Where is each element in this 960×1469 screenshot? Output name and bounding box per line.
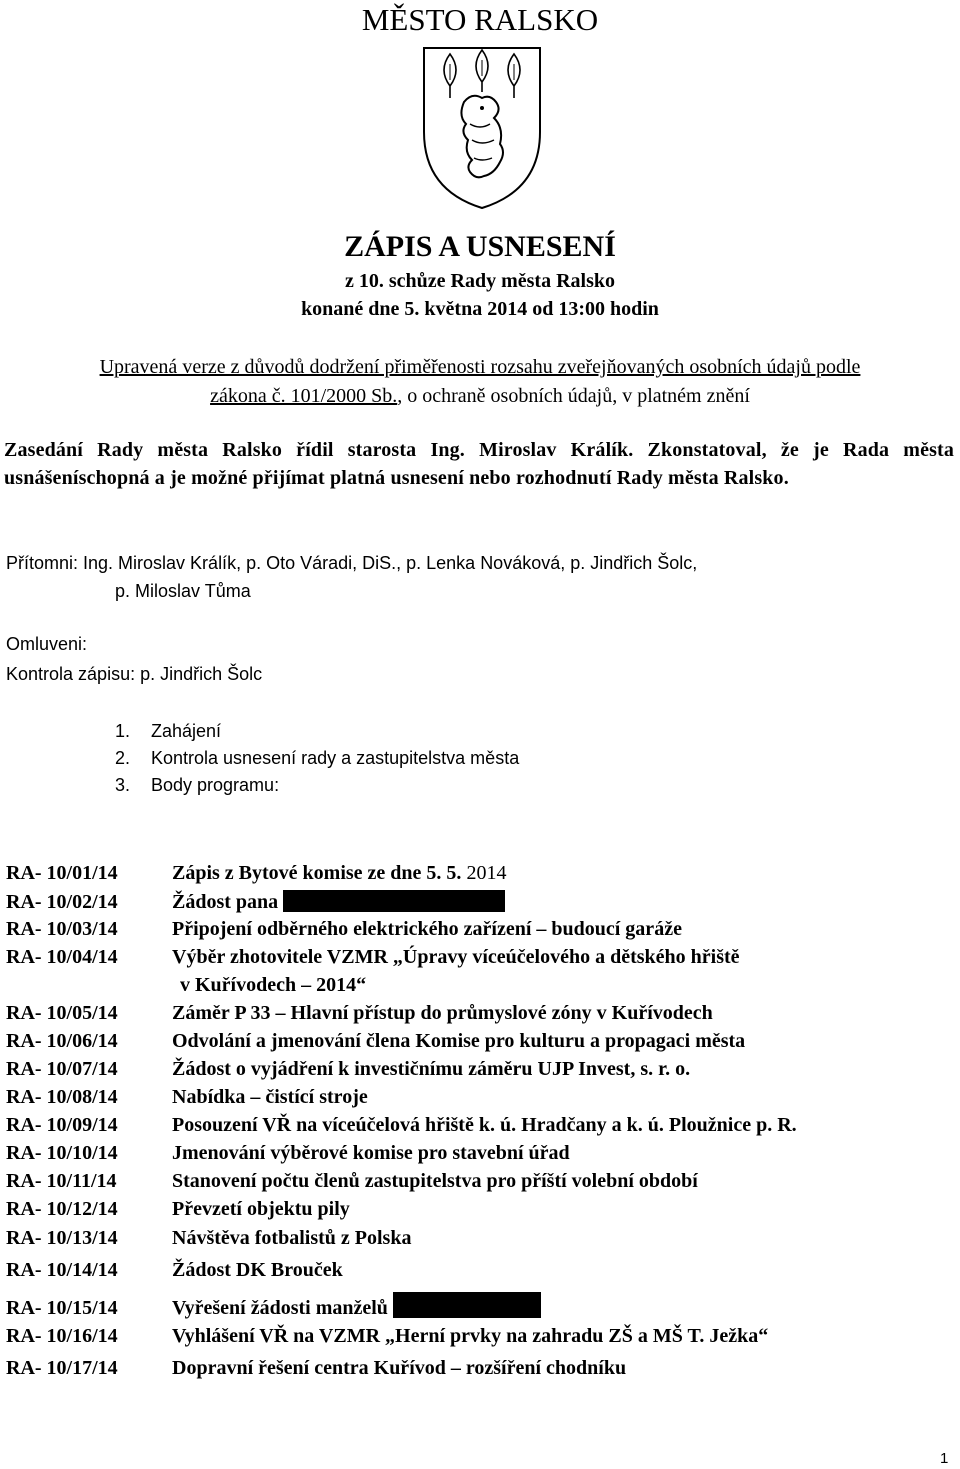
redaction-bar <box>393 1292 541 1318</box>
present-line-1: Přítomni: Ing. Miroslav Králík, p. Oto Váradi, DiS., p. Lenka Nováková, p. Jindřich Šolc, <box>6 553 698 573</box>
note-line-2 <box>10 382 950 411</box>
resolution-code: RA- 10/10/14 <box>6 1142 118 1164</box>
resolution-code: RA- 10/15/14 <box>6 1297 118 1319</box>
resolution-row <box>6 1325 768 1348</box>
page-number: 1 <box>940 1450 949 1467</box>
resolution-title: Vyřešení žádosti manželů <box>172 1297 388 1319</box>
document-title: ZÁPIS A USNESENÍ <box>344 230 616 263</box>
resolution-row <box>6 1086 368 1109</box>
note-law-reference: zákona č. 101/2000 Sb. <box>210 385 398 407</box>
intro-paragraph: Zasedání Rady města Ralsko řídil starosta Ing. Miroslav Králík. Zkonstatoval, že je Rada města usnášeníschopná a je možné přijímat platná usnesení nebo rozhodnutí Rady města Ralsko. <box>4 439 954 489</box>
resolution-row <box>6 1058 690 1081</box>
agenda-item <box>115 772 519 799</box>
coat-of-arms-icon <box>420 40 544 210</box>
resolution-row <box>6 918 682 941</box>
resolution-code: RA- 10/17/14 <box>6 1357 118 1379</box>
resolution-title: Jmenování výběrové komise pro stavební úřad <box>172 1142 570 1164</box>
resolution-title-continued: v Kuřívodech – 2014“ <box>180 974 367 996</box>
resolution-row <box>6 1292 541 1320</box>
resolution-row <box>6 1142 570 1165</box>
agenda-label: Zahájení <box>151 721 222 741</box>
redaction-bar <box>283 890 505 912</box>
resolution-row <box>6 1198 350 1221</box>
resolution-code: RA- 10/07/14 <box>6 1058 118 1080</box>
resolution-code: RA- 10/05/14 <box>6 1002 118 1024</box>
note-law-name: , o ochraně osobních údajů, v platném znění <box>397 385 750 407</box>
meeting-subtitle: z 10. schůze Rady města Ralsko <box>345 270 615 292</box>
resolution-row <box>6 1357 626 1380</box>
resolution-code: RA- 10/09/14 <box>6 1114 118 1136</box>
resolution-title: Žádost pana <box>172 891 279 913</box>
resolution-row <box>6 946 740 969</box>
resolution-title: Vyhlášení VŘ na VZMR „Herní prvky na zahradu ZŠ a MŠ T. Ježka“ <box>172 1325 769 1347</box>
agenda-item <box>115 745 519 772</box>
resolution-code: RA- 10/04/14 <box>6 946 118 968</box>
note-line-1: Upravená verze z důvodů dodržení přiměřenosti rozsahu zveřejňovaných osobních údajů podle <box>99 356 861 378</box>
agenda-number: 3. <box>115 775 131 795</box>
resolution-title: Žádost o vyjádření k investičnímu záměru UJP Invest, s. r. o. <box>172 1058 691 1080</box>
resolution-title: Výběr zhotovitele VZMR „Úpravy víceúčelového a dětského hřiště <box>172 946 740 968</box>
resolution-code: RA- 10/02/14 <box>6 891 118 913</box>
agenda-number: 1. <box>115 721 131 741</box>
resolution-code: RA- 10/14/14 <box>6 1259 118 1281</box>
resolution-code: RA- 10/16/14 <box>6 1325 118 1347</box>
resolution-code: RA- 10/11/14 <box>6 1170 117 1192</box>
resolution-row <box>6 1227 411 1250</box>
resolution-row <box>6 1002 713 1025</box>
resolution-title: Posouzení VŘ na víceúčelová hřiště k. ú. Hradčany a k. ú. Ploužnice p. R. <box>172 1114 797 1136</box>
resolution-title: Návštěva fotbalistů z Polska <box>172 1227 412 1249</box>
resolution-title: Připojení odběrného elektrického zařízení – budoucí garáže <box>172 918 682 940</box>
resolution-row <box>6 862 506 885</box>
agenda-item <box>115 718 519 745</box>
excused-label: Omluveni: <box>6 634 88 654</box>
resolution-code: RA- 10/08/14 <box>6 1086 118 1108</box>
resolution-title: Žádost DK Brouček <box>172 1259 343 1281</box>
resolution-title: Zápis z Bytové komise ze dne 5. 5. <box>172 862 462 884</box>
resolution-code: RA- 10/01/14 <box>6 862 118 884</box>
minutes-check: Kontrola zápisu: p. Jindřich Šolc <box>6 664 263 684</box>
resolution-title: Záměr P 33 – Hlavní přístup do průmyslové zóny v Kuřívodech <box>172 1002 713 1024</box>
resolution-row <box>6 1259 343 1282</box>
resolution-code: RA- 10/06/14 <box>6 1030 118 1052</box>
resolution-row <box>6 890 505 914</box>
resolution-title: Dopravní řešení centra Kuřívod – rozšíření chodníku <box>172 1357 627 1379</box>
resolution-row <box>6 1030 745 1053</box>
resolution-title: Nabídka – čistící stroje <box>172 1086 368 1108</box>
resolution-title: Převzetí objektu pily <box>172 1198 350 1220</box>
resolution-row <box>6 1114 797 1137</box>
agenda-number: 2. <box>115 748 131 768</box>
resolution-row <box>6 1170 698 1193</box>
resolution-code: RA- 10/13/14 <box>6 1227 118 1249</box>
redaction-note <box>10 353 950 411</box>
agenda-label: Kontrola usnesení rady a zastupitelstva města <box>151 748 520 768</box>
resolution-title-year: 2014 <box>466 862 507 884</box>
city-title: MĚSTO RALSKO <box>361 2 599 37</box>
agenda-list <box>115 718 519 799</box>
resolution-code: RA- 10/12/14 <box>6 1198 118 1220</box>
resolution-code: RA- 10/03/14 <box>6 918 118 940</box>
agenda-label: Body programu: <box>151 775 280 795</box>
meeting-date: konané dne 5. května 2014 od 13:00 hodin <box>301 298 659 320</box>
resolution-title: Odvolání a jmenování člena Komise pro kulturu a propagaci města <box>172 1030 746 1052</box>
resolution-title: Stanovení počtu členů zastupitelstva pro příští volební období <box>172 1170 698 1192</box>
present-line-2: p. Miloslav Tůma <box>115 581 251 601</box>
